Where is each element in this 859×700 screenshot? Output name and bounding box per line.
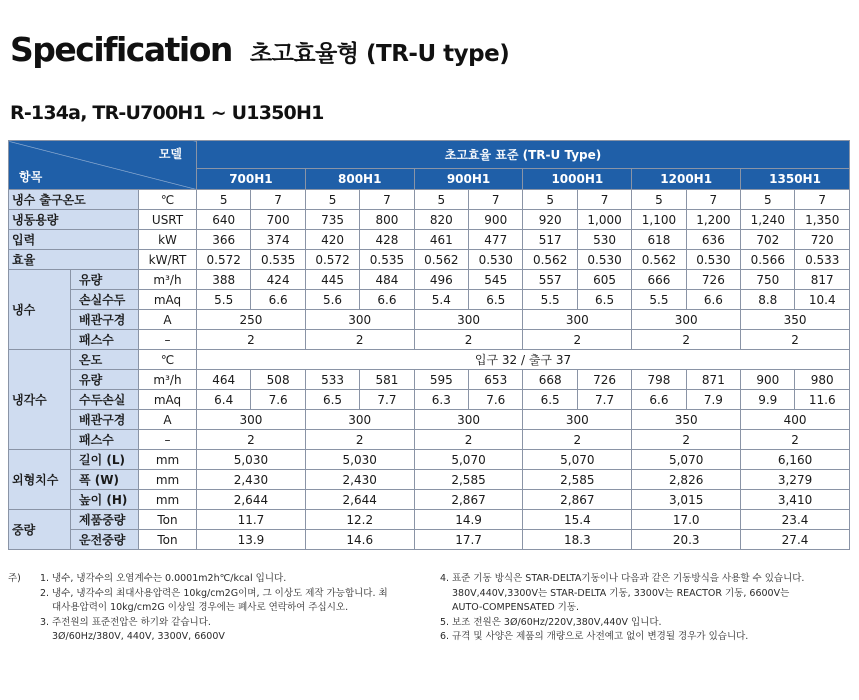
table-cell: 464 [197,370,251,390]
footnote-text: 보조 전원은 3Ø/60Hz/220V,380V,440V 입니다. [452,616,662,628]
table-cell: 445 [305,270,359,290]
table-cell: 800 [360,210,414,230]
sub-label: 패스수 [71,430,139,450]
table-row [9,470,850,490]
table-cell: 300 [197,410,306,430]
header-group-label: 초고효율 표준 (TR-U Type) [197,141,850,169]
sub-label: 온도 [71,350,139,370]
table-cell: 3,015 [632,490,741,510]
unit-cell: m³/h [139,370,197,390]
group-label: 냉수 [9,270,71,350]
table-cell: 6,160 [741,450,850,470]
table-cell: 5.5 [632,290,686,310]
table-cell: 820 [414,210,468,230]
footnote-text: 규격 및 사양은 제품의 개량으로 사전예고 없이 변경될 경우가 있습니다. [452,631,749,642]
sub-label: 배관구경 [71,310,139,330]
table-cell: 2 [632,330,741,350]
unit-cell: USRT [139,210,197,230]
table-cell: 6.6 [632,390,686,410]
table-cell: 20.3 [632,530,741,550]
table-cell: 2,585 [414,470,523,490]
sub-label: 수두손실 [71,390,139,410]
unit-cell: mAq [139,290,197,310]
sub-label: 길이 (L) [71,450,139,470]
table-cell: 6.6 [360,290,414,310]
table-cell: 871 [686,370,740,390]
table-cell: 517 [523,230,577,250]
table-cell: 17.7 [414,530,523,550]
unit-cell: – [139,330,197,350]
table-cell: 7 [360,190,414,210]
sub-label: 유량 [71,270,139,290]
table-cell: 726 [577,370,631,390]
table-cell: 7 [686,190,740,210]
table-cell: 2,644 [305,490,414,510]
table-cell: 5,070 [523,450,632,470]
table-row [9,210,850,230]
title-english: Specification [10,30,232,69]
table-cell: 0.535 [360,250,414,270]
footnote-item [440,630,852,645]
table-row [9,250,850,270]
table-cell: 1,240 [741,210,795,230]
footnote-number: 6. [440,631,450,642]
table-cell: 27.4 [741,530,850,550]
table-cell: 618 [632,230,686,250]
footnote-item [440,616,852,631]
table-cell: 461 [414,230,468,250]
table-cell: 5,070 [414,450,523,470]
sub-label: 운전중량 [71,530,139,550]
table-cell: 636 [686,230,740,250]
unit-cell: m³/h [139,270,197,290]
table-cell: 7 [469,190,523,210]
footnote-item [440,572,852,616]
sub-label: 높이 (H) [71,490,139,510]
table-cell: 5 [414,190,468,210]
unit-cell: mm [139,490,197,510]
footnotes-right-column [440,572,852,645]
table-cell: 3,410 [741,490,850,510]
table-row [9,450,850,470]
footnote-item [40,616,430,645]
table-cell: 5.4 [414,290,468,310]
unit-cell: A [139,310,197,330]
group-label: 중량 [9,510,71,550]
table-cell: 14.6 [305,530,414,550]
footnote-item [40,587,430,616]
table-cell: 2,826 [632,470,741,490]
table-cell: 5 [741,190,795,210]
table-cell: 15.4 [523,510,632,530]
table-cell: 5.5 [197,290,251,310]
table-cell: 484 [360,270,414,290]
table-cell: 2 [414,430,523,450]
table-cell: 7.9 [686,390,740,410]
table-cell: 1,000 [577,210,631,230]
table-cell: 5,030 [305,450,414,470]
table-row [9,390,850,410]
table-cell: 5.5 [523,290,577,310]
table-cell: 350 [741,310,850,330]
table-cell: 300 [523,310,632,330]
unit-cell: ℃ [139,190,197,210]
table-cell: 300 [523,410,632,430]
table-cell: 6.6 [251,290,305,310]
table-cell: 8.8 [741,290,795,310]
table-cell: 2 [305,430,414,450]
table-cell: 2,585 [523,470,632,490]
model-header-cell: 1200H1 [632,169,741,190]
specification-table [8,140,850,550]
table-cell: 0.533 [795,250,850,270]
table-cell: 5.6 [305,290,359,310]
title-korean: 초고효율형 (TR-U type) [249,41,510,67]
table-cell: 5 [305,190,359,210]
footnotes-left-column [40,572,430,645]
sub-label: 유량 [71,370,139,390]
footnote-number: 3. [40,616,50,628]
table-row [9,330,850,350]
model-header-cell: 800H1 [305,169,414,190]
table-cell: 420 [305,230,359,250]
table-cell: 666 [632,270,686,290]
table-cell: 6.5 [577,290,631,310]
table-cell: 300 [414,310,523,330]
unit-cell: kW/RT [139,250,197,270]
table-cell: 5,070 [632,450,741,470]
table-cell: 23.4 [741,510,850,530]
table-cell: 2,644 [197,490,306,510]
table-row [9,270,850,290]
table-cell: 2 [305,330,414,350]
footnote-number: 4. [440,573,450,584]
model-header-cell: 700H1 [197,169,306,190]
unit-cell: A [139,410,197,430]
table-cell: 7.7 [577,390,631,410]
specification-table-body [9,141,850,550]
table-cell: 2,867 [414,490,523,510]
table-cell: 750 [741,270,795,290]
table-cell: 2 [197,430,306,450]
footnote-text: 냉수, 냉각수의 오염계수는 0.0001m2h℃/kcal 입니다. [52,573,287,584]
table-cell: 6.5 [469,290,523,310]
table-cell: 5 [632,190,686,210]
table-cell: 2 [632,430,741,450]
table-cell: 5,030 [197,450,306,470]
model-header-cell: 1350H1 [741,169,850,190]
table-cell: 726 [686,270,740,290]
table-cell: 0.562 [523,250,577,270]
table-cell: 2 [741,330,850,350]
table-cell: 5 [197,190,251,210]
table-cell: 2,430 [305,470,414,490]
table-row [9,190,850,210]
table-cell: 702 [741,230,795,250]
row-label: 효율 [9,250,139,270]
row-label: 냉동용량 [9,210,139,230]
footnote-text: 주전원의 표준전압은 하기와 같습니다. 3Ø/60Hz/380V, 440V, 3300V, 6600V [52,616,225,642]
table-cell: 6.4 [197,390,251,410]
table-cell: 400 [741,410,850,430]
table-cell: 477 [469,230,523,250]
table-cell: 496 [414,270,468,290]
footnote-number: 1. [40,573,50,584]
table-cell: 2 [523,330,632,350]
table-cell: 581 [360,370,414,390]
table-cell: 605 [577,270,631,290]
model-range-subtitle: R-134a, TR-U700H1 ~ U1350H1 [10,102,324,124]
footnote-text: 냉수, 냉각수의 최대사용압력은 10kg/cm2G이며, 그 이상도 제작 가능합니다. 최 대사용압력이 10kg/cm2G 이상일 경우에는 폐사로 연락하여 주십시오. [52,587,388,613]
sub-label: 손실수두 [71,290,139,310]
table-cell: 13.9 [197,530,306,550]
table-cell: 250 [197,310,306,330]
sub-label: 제품중량 [71,510,139,530]
table-cell: 0.535 [251,250,305,270]
table-cell: 14.9 [414,510,523,530]
group-label: 외형치수 [9,450,71,510]
table-cell: 920 [523,210,577,230]
table-cell: 11.7 [197,510,306,530]
sub-label: 패스수 [71,330,139,350]
table-row [9,430,850,450]
table-cell: 424 [251,270,305,290]
table-cell: 7 [577,190,631,210]
table-cell: 17.0 [632,510,741,530]
page-title [10,30,509,69]
table-cell: 6.5 [305,390,359,410]
table-cell: 0.562 [414,250,468,270]
unit-cell: mAq [139,390,197,410]
unit-cell: Ton [139,510,197,530]
footnote-number: 2. [40,587,50,599]
model-header-cell: 1000H1 [523,169,632,190]
table-cell: 300 [305,310,414,330]
table-cell: 6.3 [414,390,468,410]
table-cell: 350 [632,410,741,430]
table-cell: 0.572 [305,250,359,270]
table-cell: 6.6 [686,290,740,310]
table-cell: 428 [360,230,414,250]
table-row [9,410,850,430]
table-row [9,230,850,250]
unit-cell: – [139,430,197,450]
table-row [9,490,850,510]
footnote-mark: 주) [8,573,21,584]
unit-cell: ℃ [139,350,197,370]
table-cell: 1,100 [632,210,686,230]
table-cell: 508 [251,370,305,390]
table-cell: 900 [741,370,795,390]
header-model-label: 모델 [158,147,183,161]
table-cell: 735 [305,210,359,230]
row-label: 냉수 출구온도 [9,190,139,210]
table-cell: 1,200 [686,210,740,230]
table-cell: 7 [251,190,305,210]
table-cell: 300 [305,410,414,430]
footnote-number: 5. [440,616,450,628]
table-cell: 595 [414,370,468,390]
unit-cell: mm [139,450,197,470]
table-cell: 366 [197,230,251,250]
table-cell: 530 [577,230,631,250]
table-row [9,510,850,530]
table-cell: 10.4 [795,290,850,310]
table-cell: 640 [197,210,251,230]
table-cell: 557 [523,270,577,290]
table-cell: 5 [523,190,577,210]
table-cell: 668 [523,370,577,390]
table-cell: 입구 32 / 출구 37 [197,350,850,370]
table-cell: 7.6 [469,390,523,410]
group-label: 냉각수 [9,350,71,450]
table-cell: 720 [795,230,850,250]
table-cell: 374 [251,230,305,250]
unit-cell: Ton [139,530,197,550]
table-cell: 1,350 [795,210,850,230]
table-cell: 0.572 [197,250,251,270]
table-cell: 533 [305,370,359,390]
header-diagonal-cell [9,141,197,190]
table-cell: 6.5 [523,390,577,410]
table-cell: 900 [469,210,523,230]
unit-cell: kW [139,230,197,250]
table-cell: 2,867 [523,490,632,510]
table-cell: 388 [197,270,251,290]
table-cell: 0.530 [469,250,523,270]
header-item-label: 항목 [19,170,43,184]
row-label: 입력 [9,230,139,250]
table-row [9,290,850,310]
table-cell: 3,279 [741,470,850,490]
table-cell: 0.530 [577,250,631,270]
footnote-text: 표준 기동 방식은 STAR-DELTA기동이나 다음과 같은 기동방식을 사용할 수 있습니다. 380V,440V,3300V는 STAR-DELTA 기동, 3300V는 REACTOR 기동, 6600V는 AUTO-COMPENSATED 기동. [452,573,805,613]
table-cell: 7 [795,190,850,210]
sub-label: 배관구경 [71,410,139,430]
table-cell: 653 [469,370,523,390]
table-cell: 545 [469,270,523,290]
table-cell: 2 [741,430,850,450]
table-row [9,530,850,550]
table-cell: 2,430 [197,470,306,490]
table-cell: 300 [414,410,523,430]
unit-cell: mm [139,470,197,490]
table-cell: 7.6 [251,390,305,410]
table-cell: 798 [632,370,686,390]
table-cell: 980 [795,370,850,390]
table-cell: 700 [251,210,305,230]
sub-label: 폭 (W) [71,470,139,490]
table-cell: 300 [632,310,741,330]
table-cell: 12.2 [305,510,414,530]
table-cell: 2 [197,330,306,350]
table-cell: 0.562 [632,250,686,270]
footnote-item [40,572,430,587]
table-cell: 2 [523,430,632,450]
table-row [9,370,850,390]
table-cell: 0.566 [741,250,795,270]
table-cell: 18.3 [523,530,632,550]
table-cell: 9.9 [741,390,795,410]
model-header-cell: 900H1 [414,169,523,190]
table-cell: 7.7 [360,390,414,410]
table-cell: 11.6 [795,390,850,410]
table-cell: 2 [414,330,523,350]
table-row [9,310,850,330]
table-row [9,350,850,370]
table-cell: 0.530 [686,250,740,270]
table-cell: 817 [795,270,850,290]
